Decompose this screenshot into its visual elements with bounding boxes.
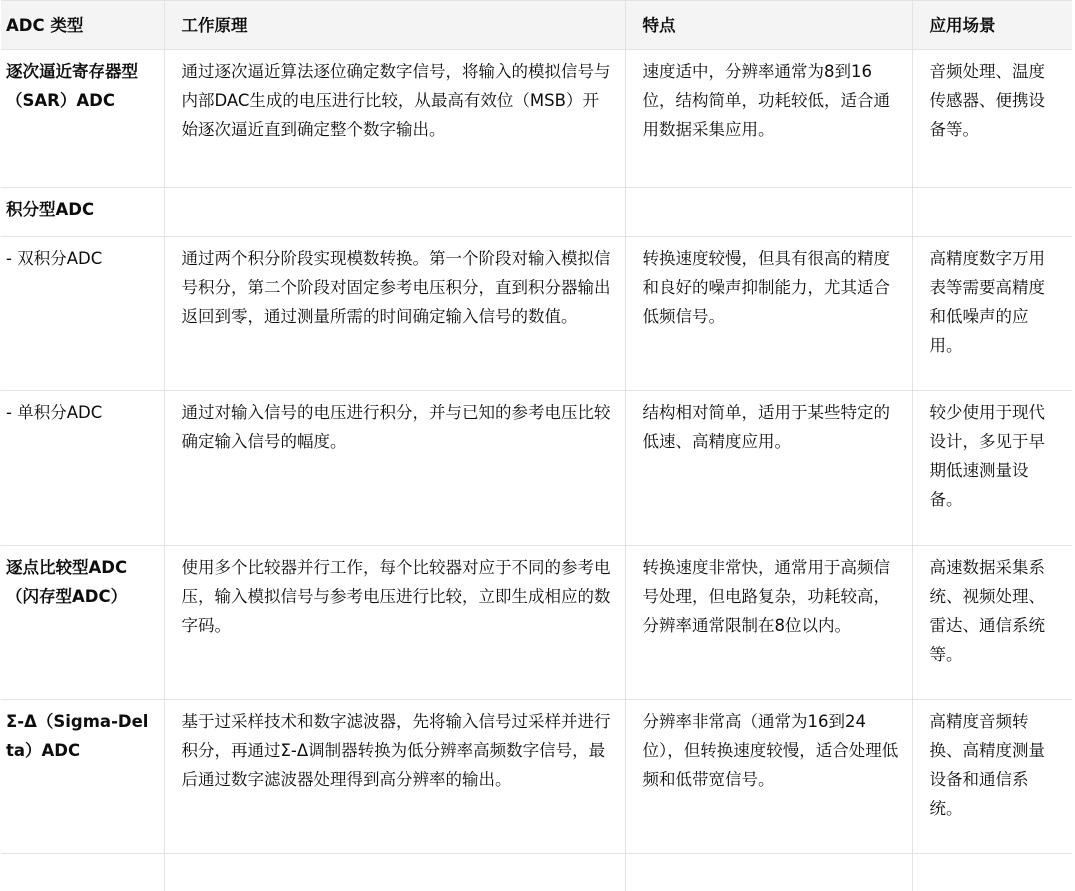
cell-principle: 通过两个积分阶段实现模数转换。第一个阶段对输入模拟信号积分，第二个阶段对固定参考电压积分，直到积分器输出返回到零，通过测量所需的时间确定输入信号的数值。 [164,237,625,391]
cell-adc-type: - 单积分ADC [1,391,164,546]
table-header [1,1,1072,50]
table-row [1,188,1072,237]
cell-adc-type: 逐次逼近寄存器型（SAR）ADC [1,50,164,188]
cell-features [625,188,912,237]
cell-principle: 使用多个比较器并行工作，每个比较器对应于不同的参考电压，输入模拟信号与参考电压进行比较，立即生成相应的数字码。 [164,546,625,700]
cell-features: 速度适中，分辨率通常为8到16位，结构简单，功耗较低，适合通用数据采集应用。 [625,50,912,188]
cell-principle [164,854,625,891]
table-row [1,391,1072,546]
cell-applications [912,854,1072,891]
header-applications: 应用场景 [912,1,1072,50]
table-row [1,237,1072,391]
cell-applications: 高速数据采集系统、视频处理、雷达、通信系统等。 [912,546,1072,700]
table-row [1,50,1072,188]
cell-principle: 基于过采样技术和数字滤波器，先将输入信号过采样并进行积分，再通过Σ-Δ调制器转换为低分辨率高频数字信号，最后通过数字滤波器处理得到高分辨率的输出。 [164,700,625,854]
cell-principle [164,188,625,237]
cell-principle: 通过逐次逼近算法逐位确定数字信号，将输入的模拟信号与内部DAC生成的电压进行比较，从最高有效位（MSB）开始逐次逼近直到确定整个数字输出。 [164,50,625,188]
cell-features: 结构相对简单，适用于某些特定的低速、高精度应用。 [625,391,912,546]
cell-features: 转换速度非常快，通常用于高频信号处理，但电路复杂，功耗较高，分辨率通常限制在8位以内。 [625,546,912,700]
cell-applications: 较少使用于现代设计，多见于早期低速测量设备。 [912,391,1072,546]
table-row [1,854,1072,891]
table-row [1,700,1072,854]
cell-adc-type [1,854,164,891]
cell-adc-type: Σ-Δ（Sigma-Delta）ADC [1,700,164,854]
cell-principle: 通过对输入信号的电压进行积分，并与已知的参考电压比较确定输入信号的幅度。 [164,391,625,546]
cell-features: 转换速度较慢，但具有很高的精度和良好的噪声抑制能力，尤其适合低频信号。 [625,237,912,391]
cell-adc-type: 逐点比较型ADC（闪存型ADC） [1,546,164,700]
cell-adc-type: - 双积分ADC [1,237,164,391]
header-features: 特点 [625,1,912,50]
table-body [1,50,1072,891]
header-adc-type: ADC 类型 [1,1,164,50]
adc-comparison-table [1,0,1072,891]
header-row [1,1,1072,50]
cell-features [625,854,912,891]
cell-applications [912,188,1072,237]
cell-applications: 高精度音频转换、高精度测量设备和通信系统。 [912,700,1072,854]
header-principle: 工作原理 [164,1,625,50]
table-row [1,546,1072,700]
cell-applications: 音频处理、温度传感器、便携设备等。 [912,50,1072,188]
cell-features: 分辨率非常高（通常为16到24位），但转换速度较慢，适合处理低频和低带宽信号。 [625,700,912,854]
cell-adc-type: 积分型ADC [1,188,164,237]
cell-applications: 高精度数字万用表等需要高精度和低噪声的应用。 [912,237,1072,391]
